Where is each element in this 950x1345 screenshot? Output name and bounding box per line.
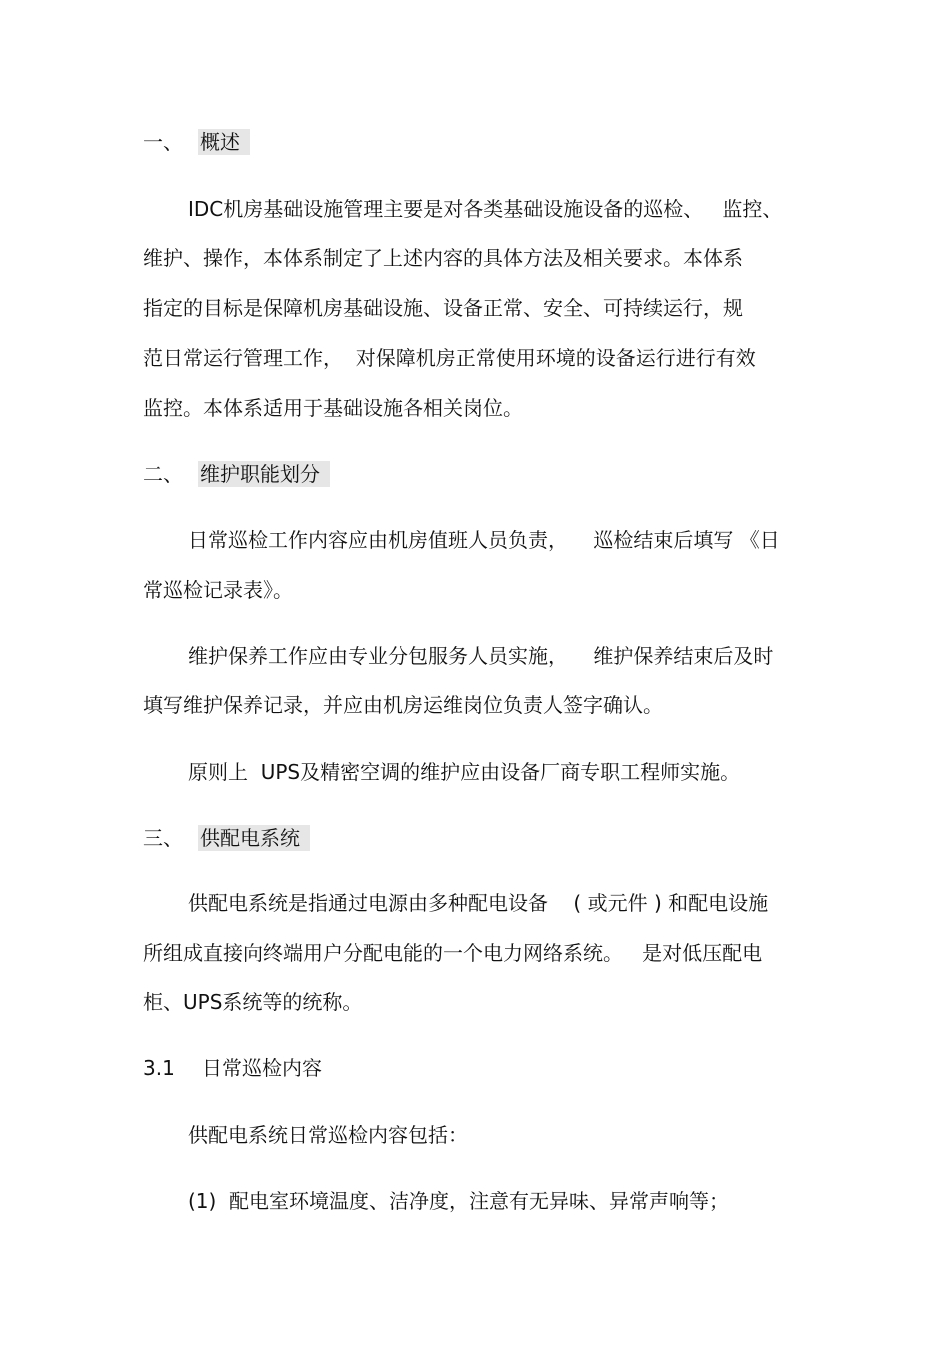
inspection-intro: 供配电系统日常巡检内容包括： xyxy=(188,1123,468,1147)
section-2-title: 维护职能划分 xyxy=(198,461,330,487)
section-2-paragraph-2-line: 填写维护保养记录，并应由机房运维岗位负责人签字确认。 xyxy=(143,693,663,717)
section-3-paragraph-line: 所组成直接向终端用户分配电能的一个电力网络系统。 是对低压配电 xyxy=(143,941,763,965)
section-2-paragraph-2-line: 维护保养工作应由专业分包服务人员实施， 维护保养结束后及时 xyxy=(188,644,774,668)
section-1-paragraph-line: 范日常运行管理工作， 对保障机房正常使用环境的设备运行进行有效 xyxy=(143,346,756,370)
section-1-paragraph-line: 指定的目标是保障机房基础设施、设备正常、安全、可持续运行，规 xyxy=(143,296,743,320)
section-2-number: 二、 xyxy=(143,462,183,486)
section-3-title: 供配电系统 xyxy=(198,825,310,851)
subsection-3-1-number: 3.1 xyxy=(143,1056,175,1080)
section-2-paragraph-3-line: 原则上 UPS及精密空调的维护应由设备厂商专职工程师实施。 xyxy=(188,760,741,784)
section-1-paragraph-line: 监控。本体系适用于基础设施各相关岗位。 xyxy=(143,396,523,420)
section-2-paragraph-1-line: 日常巡检工作内容应由机房值班人员负责， 巡检结束后填写 《日 xyxy=(188,528,780,552)
section-1-paragraph-line: IDC机房基础设施管理主要是对各类基础设施设备的巡检、 监控、 xyxy=(188,197,783,221)
inspection-item-1: (1) 配电室环境温度、洁净度，注意有无异味、异常声响等； xyxy=(188,1189,730,1213)
section-1-number: 一、 xyxy=(143,130,183,154)
section-1-paragraph-line: 维护、操作，本体系制定了上述内容的具体方法及相关要求。本体系 xyxy=(143,246,743,270)
subsection-3-1-title: 日常巡检内容 xyxy=(202,1056,322,1080)
section-3-paragraph-line: 柜、UPS系统等的统称。 xyxy=(143,990,363,1014)
section-3-number: 三、 xyxy=(143,826,183,850)
section-3-paragraph-line: 供配电系统是指通过电源由多种配电设备 ( 或元件 ) 和配电设施 xyxy=(188,891,769,915)
section-2-paragraph-1-line: 常巡检记录表》。 xyxy=(143,578,293,602)
section-1-title: 概述 xyxy=(198,129,250,155)
